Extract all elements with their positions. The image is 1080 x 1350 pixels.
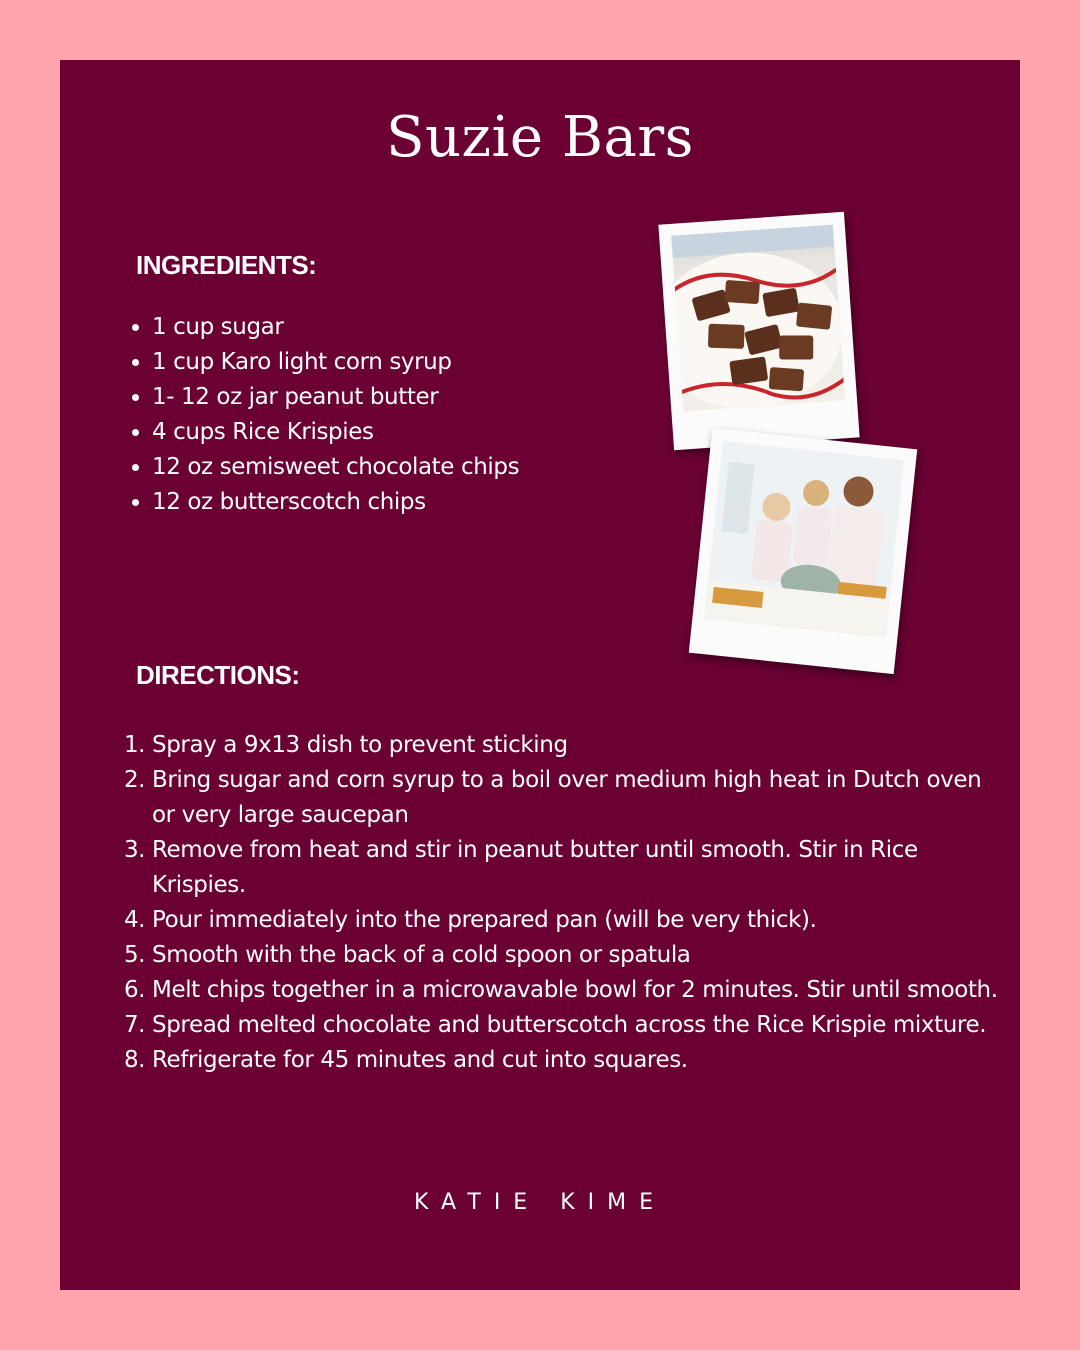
photo-suzie-bars: [671, 225, 845, 412]
direction-step: 1. Spray a 9x13 dish to prevent sticking: [152, 728, 1002, 763]
direction-step: 4. Pour immediately into the prepared pan (will be very thick).: [152, 903, 1002, 938]
ingredients-list: [130, 310, 519, 520]
directions-list: [130, 728, 1002, 1078]
direction-step: 5. Smooth with the back of a cold spoon or spatula: [152, 938, 1002, 973]
recipe-title: Suzie Bars: [386, 105, 694, 170]
ingredient-item: • 12 oz butterscotch chips: [152, 485, 519, 520]
ingredient-item: • 1- 12 oz jar peanut butter: [152, 380, 519, 415]
direction-step: 6. Melt chips together in a microwavable bowl for 2 minutes. Stir until smooth.: [152, 973, 1002, 1008]
ingredient-item: • 1 cup sugar: [152, 310, 519, 345]
direction-step: 8. Refrigerate for 45 minutes and cut into squares.: [152, 1043, 1002, 1078]
ingredient-item: • 4 cups Rice Krispies: [152, 415, 519, 450]
polaroid-photo-bars: [658, 212, 859, 450]
ingredient-item: • 12 oz semisweet chocolate chips: [152, 450, 519, 485]
ingredient-item: • 1 cup Karo light corn syrup: [152, 345, 519, 380]
recipe-card: [60, 60, 1020, 1290]
polaroid-photo-family: [689, 428, 917, 674]
direction-step: 3. Remove from heat and stir in peanut butter until smooth. Stir in Rice Krispies.: [152, 833, 1002, 903]
directions-heading: DIRECTIONS:: [136, 660, 300, 690]
photo-family-baking: [704, 441, 904, 637]
brand-signature: KATIE KIME: [414, 1190, 666, 1215]
ingredients-heading: INGREDIENTS:: [136, 250, 317, 280]
direction-step: 2. Bring sugar and corn syrup to a boil over medium high heat in Dutch oven or very large saucepan: [152, 763, 1002, 833]
direction-step: 7. Spread melted chocolate and butterscotch across the Rice Krispie mixture.: [152, 1008, 1002, 1043]
